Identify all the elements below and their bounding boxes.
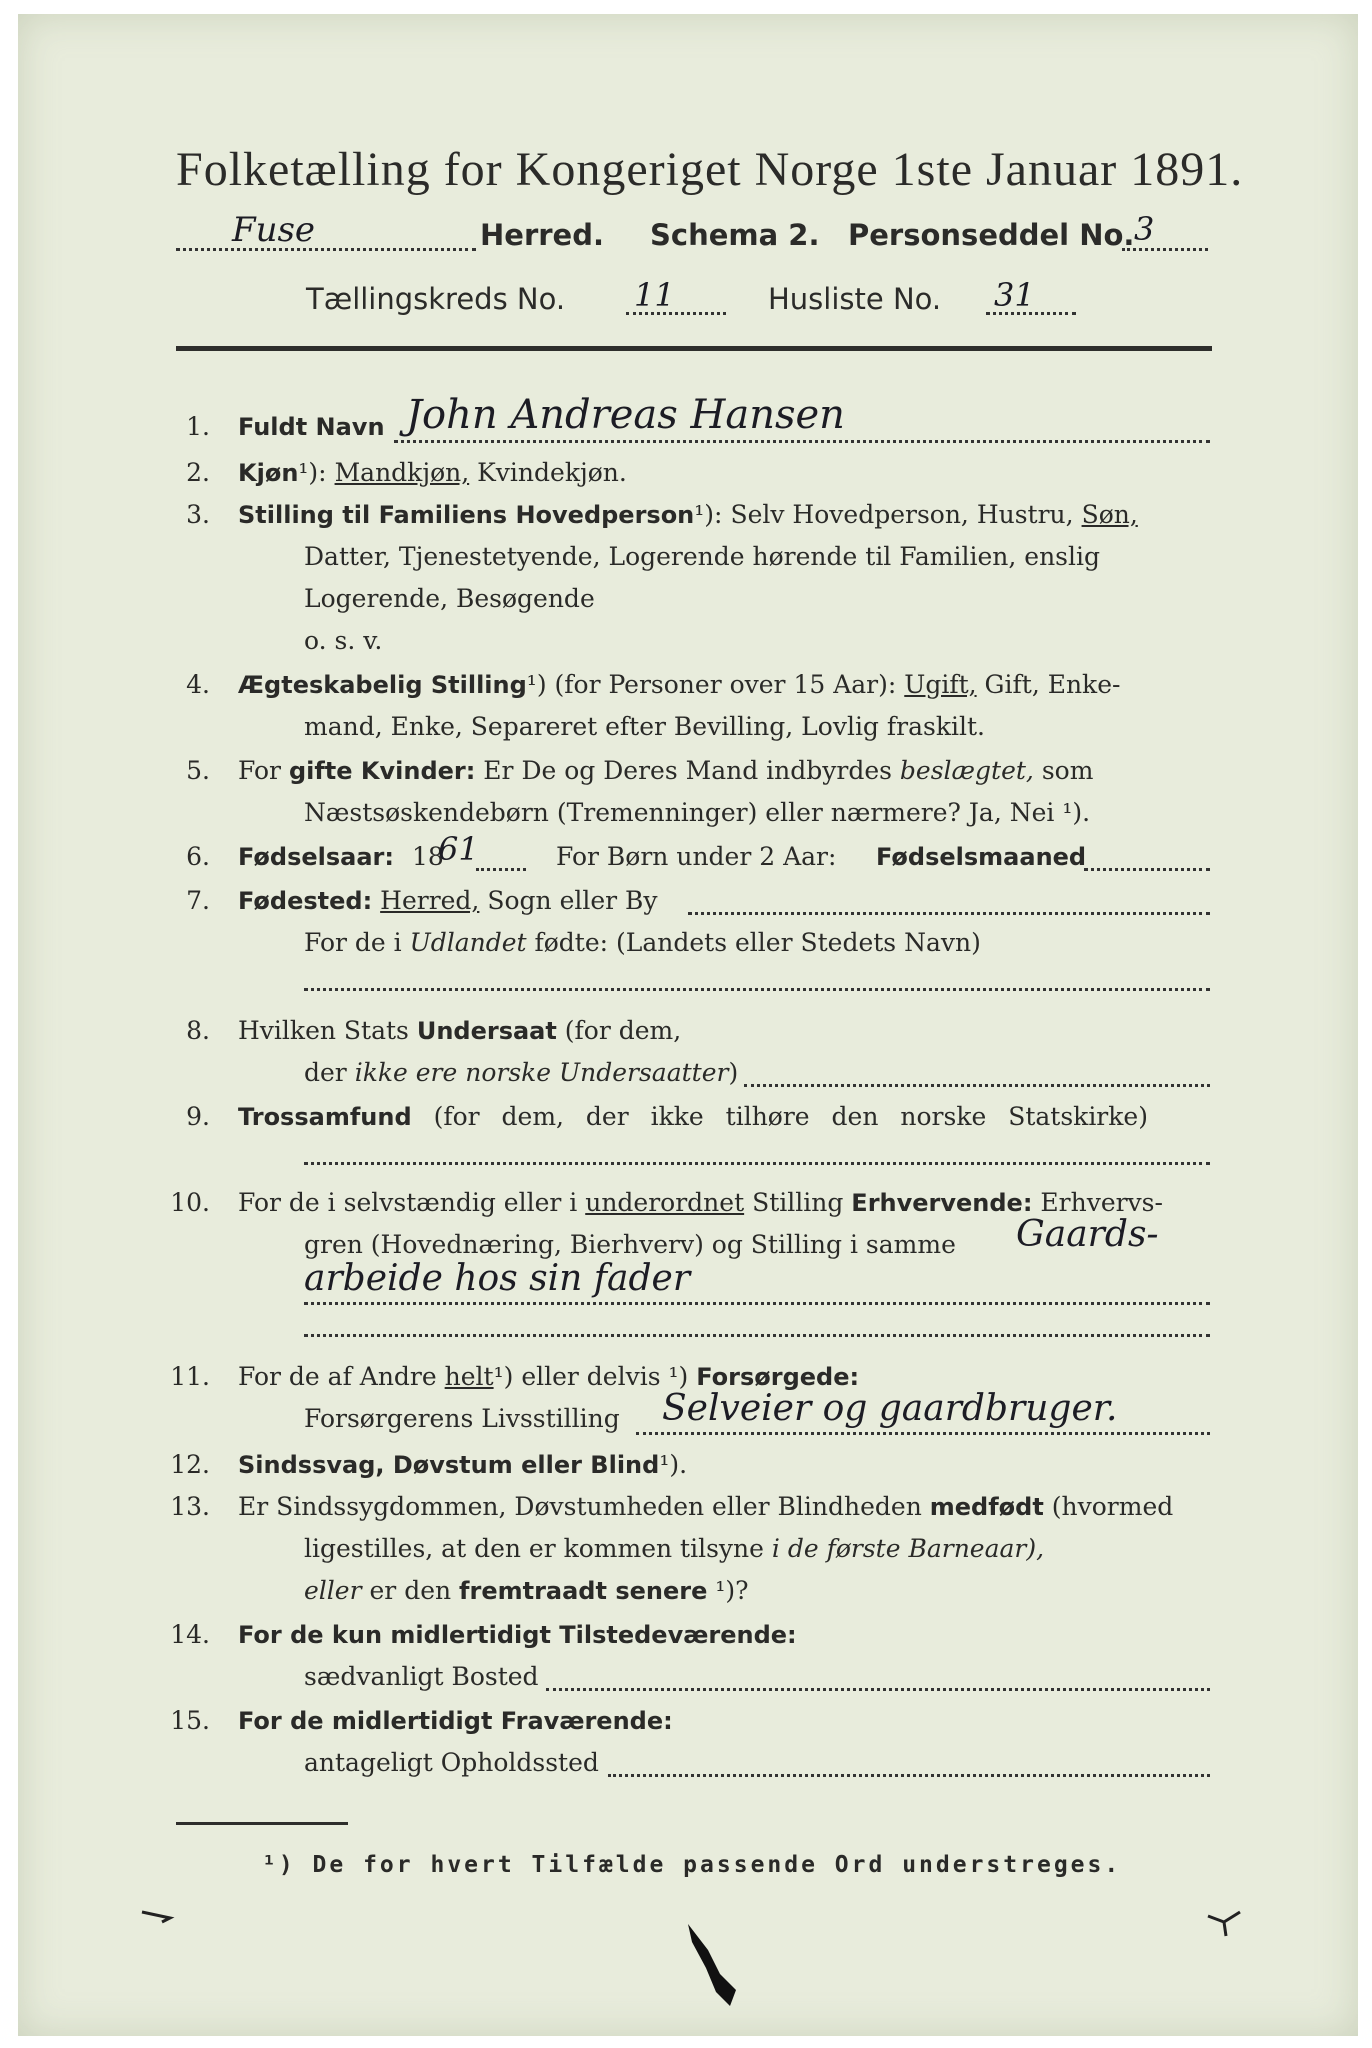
schema-label: Schema 2. <box>650 218 820 252</box>
form-title: Folketælling for Kongeriget Norge 1ste Januar 1891. <box>176 143 1244 196</box>
occupation-value-1: Gaards- <box>1016 1214 1159 1255</box>
selected-option-ugift: Ugift, <box>904 670 977 699</box>
footnote-divider <box>176 1822 348 1825</box>
personseddel-dotted-line <box>1122 248 1208 251</box>
selected-option-herred: Herred, <box>380 886 480 915</box>
occupation-value-2: arbeide hos sin fader <box>304 1258 691 1299</box>
personseddel-value: 3 <box>1134 210 1155 248</box>
provider-occupation-value: Selveier og gaardbruger. <box>662 1388 1118 1429</box>
husliste-value: 31 <box>994 276 1035 314</box>
birth-year-value: 61 <box>438 830 479 868</box>
personseddel-label: Personseddel No. <box>848 218 1135 252</box>
herred-label: Herred. <box>480 218 604 252</box>
kreds-dotted-line <box>626 312 726 315</box>
footnote: ¹) De for hvert Tilfælde passende Ord understreges. <box>262 1852 1122 1878</box>
herred-value: Fuse <box>232 210 316 250</box>
husliste-dotted-line <box>986 312 1076 315</box>
census-form-sheet <box>18 14 1358 2036</box>
selected-option-helt: helt <box>444 1362 494 1391</box>
selected-option-son: Søn, <box>1081 500 1138 529</box>
ink-blot <box>680 1920 750 2010</box>
herred-dotted-line <box>176 248 476 251</box>
ink-mark-left <box>140 1906 180 1926</box>
husliste-label: Husliste No. <box>768 282 942 316</box>
selected-option-underordnet: underordnet <box>585 1188 745 1217</box>
ink-mark-right <box>1206 1910 1246 1940</box>
name-dotted-line <box>394 440 1210 443</box>
kreds-value: 11 <box>634 276 675 314</box>
name-value: John Andreas Hansen <box>406 392 845 438</box>
kreds-label: Tællingskreds No. <box>306 282 566 316</box>
selected-option-mandkjon: Mandkjøn, <box>334 458 470 487</box>
header-divider <box>176 346 1212 351</box>
